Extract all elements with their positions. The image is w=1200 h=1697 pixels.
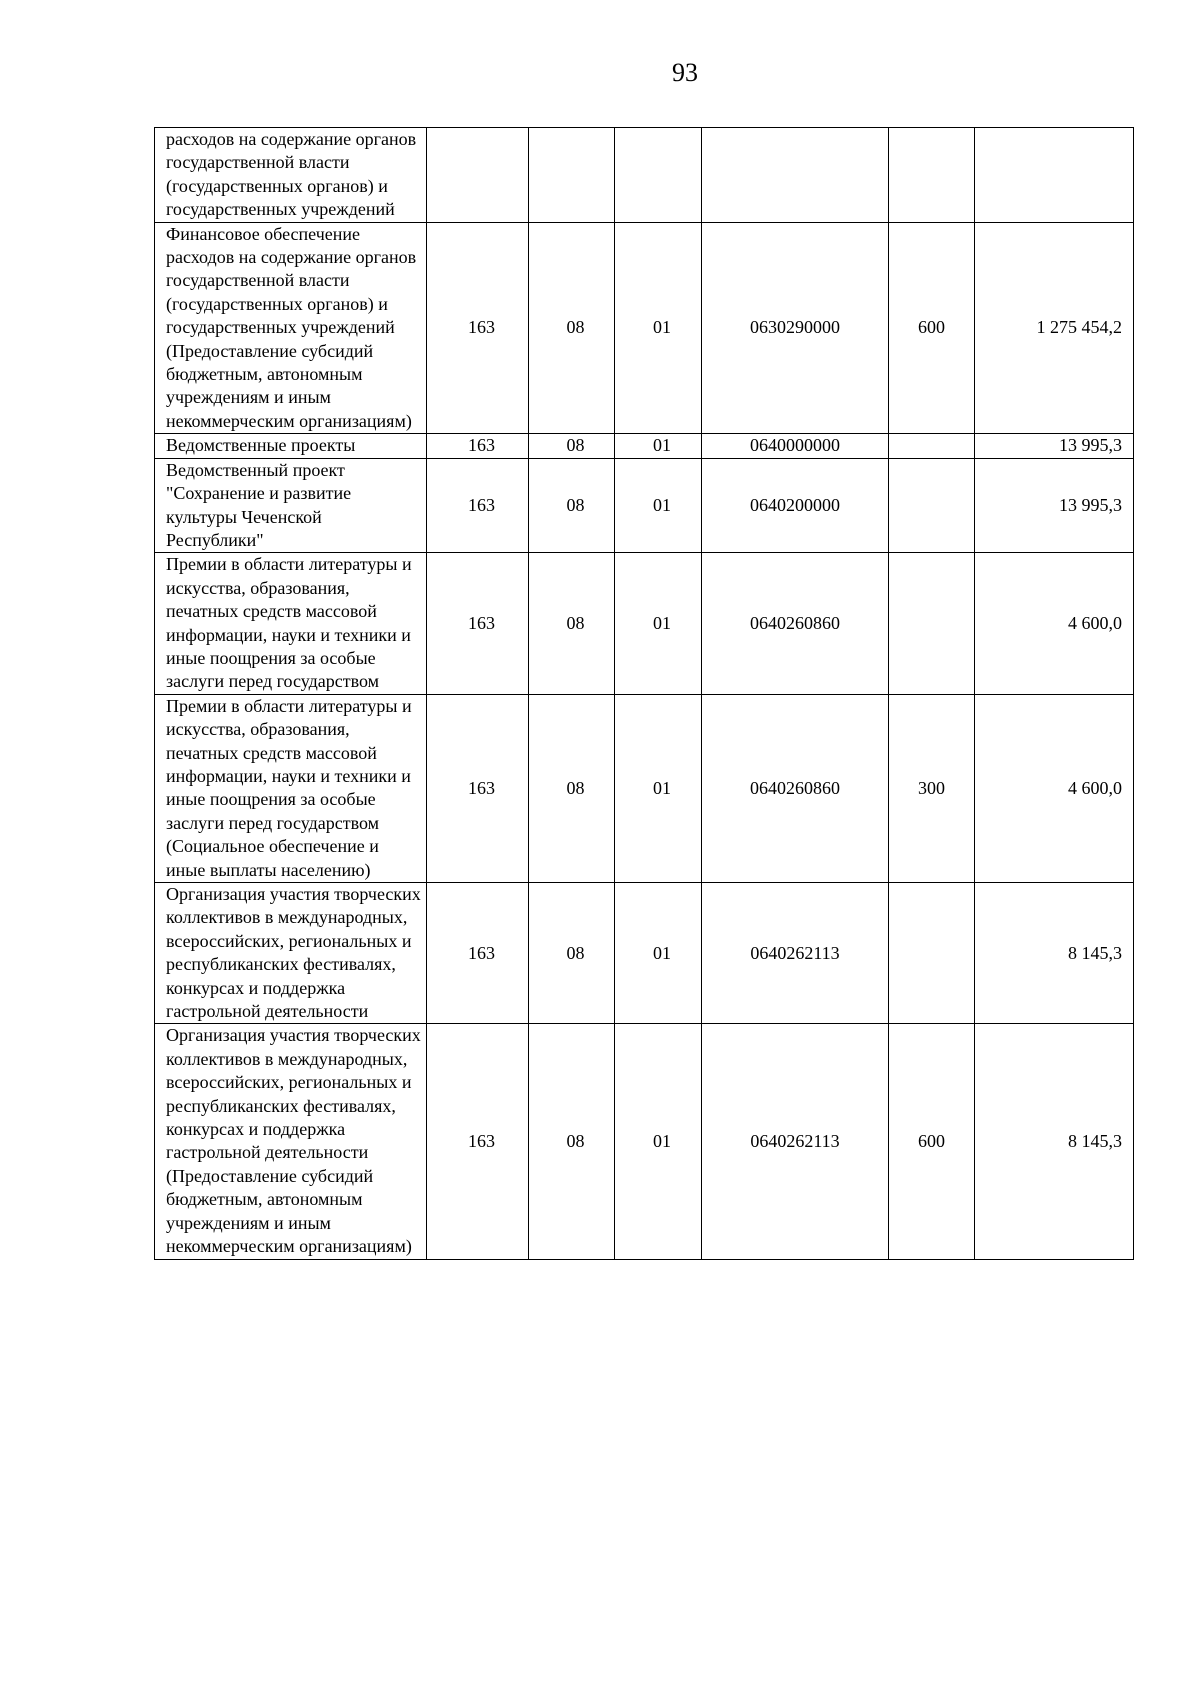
ministry-code: 163: [427, 434, 529, 458]
table-row: [155, 458, 1134, 553]
row-name: Ведомственные проекты: [155, 434, 427, 458]
expense-type-code: [889, 128, 975, 223]
row-name: Премии в области литературы и искусства, образования, печатных средств массовой информации, науки и техники и иные поощрения за особые заслуги перед государством (Социальное обеспечение и иные выплаты населению): [155, 694, 427, 882]
subsection-code: 01: [615, 1024, 702, 1259]
ministry-code: 163: [427, 883, 529, 1024]
ministry-code: 163: [427, 458, 529, 553]
amount-value: [975, 128, 1134, 223]
row-name: Организация участия творческих коллективов в международных, всероссийских, региональных и республиканских фестивалях, конкурсах и поддержка гастрольной деятельности: [155, 883, 427, 1024]
section-code: 08: [529, 553, 615, 694]
section-code: [529, 128, 615, 223]
section-code: 08: [529, 1024, 615, 1259]
table-row: [155, 553, 1134, 694]
ministry-code: 163: [427, 222, 529, 434]
section-code: 08: [529, 883, 615, 1024]
subsection-code: [615, 128, 702, 223]
ministry-code: 163: [427, 1024, 529, 1259]
expense-type-code: [889, 458, 975, 553]
target-article-code: [702, 128, 889, 223]
row-name: Финансовое обеспечение расходов на содержание органов государственной власти (государственных органов) и государственных учреждений (Предоставление субсидий бюджетным, автономным учреждениям и иным некоммерческим организациям): [155, 222, 427, 434]
target-article-code: 0640262113: [702, 883, 889, 1024]
subsection-code: 01: [615, 434, 702, 458]
amount-value: 13 995,3: [975, 458, 1134, 553]
subsection-code: 01: [615, 458, 702, 553]
table-row: [155, 1024, 1134, 1259]
row-name: Ведомственный проект "Сохранение и развитие культуры Чеченской Республики": [155, 458, 427, 553]
subsection-code: 01: [615, 694, 702, 882]
ministry-code: 163: [427, 694, 529, 882]
expense-type-code: 600: [889, 1024, 975, 1259]
table-row: [155, 694, 1134, 882]
section-code: 08: [529, 458, 615, 553]
expense-type-code: 300: [889, 694, 975, 882]
subsection-code: 01: [615, 222, 702, 434]
amount-value: 4 600,0: [975, 553, 1134, 694]
amount-value: 1 275 454,2: [975, 222, 1134, 434]
target-article-code: 0640000000: [702, 434, 889, 458]
amount-value: 8 145,3: [975, 883, 1134, 1024]
ministry-code: [427, 128, 529, 223]
amount-value: 13 995,3: [975, 434, 1134, 458]
target-article-code: 0640200000: [702, 458, 889, 553]
expense-type-code: [889, 434, 975, 458]
subsection-code: 01: [615, 883, 702, 1024]
row-name: Премии в области литературы и искусства, образования, печатных средств массовой информации, науки и техники и иные поощрения за особые заслуги перед государством: [155, 553, 427, 694]
section-code: 08: [529, 222, 615, 434]
target-article-code: 0640260860: [702, 553, 889, 694]
target-article-code: 0640262113: [702, 1024, 889, 1259]
section-code: 08: [529, 434, 615, 458]
expense-type-code: [889, 553, 975, 694]
section-code: 08: [529, 694, 615, 882]
ministry-code: 163: [427, 553, 529, 694]
page-number: 93: [672, 58, 698, 87]
row-name: Организация участия творческих коллективов в международных, всероссийских, региональных и республиканских фестивалях, конкурсах и поддержка гастрольной деятельности (Предоставление субсидий бюджетным, автономным учреждениям и иным некоммерческим организациям): [155, 1024, 427, 1259]
table-row: [155, 434, 1134, 458]
expense-type-code: [889, 883, 975, 1024]
table-row: [155, 128, 1134, 223]
subsection-code: 01: [615, 553, 702, 694]
expense-type-code: 600: [889, 222, 975, 434]
table-row: [155, 222, 1134, 434]
budget-table: [154, 127, 1134, 1260]
target-article-code: 0630290000: [702, 222, 889, 434]
amount-value: 4 600,0: [975, 694, 1134, 882]
target-article-code: 0640260860: [702, 694, 889, 882]
amount-value: 8 145,3: [975, 1024, 1134, 1259]
row-name: расходов на содержание органов государственной власти (государственных органов) и государственных учреждений: [155, 128, 427, 223]
table-row: [155, 883, 1134, 1024]
